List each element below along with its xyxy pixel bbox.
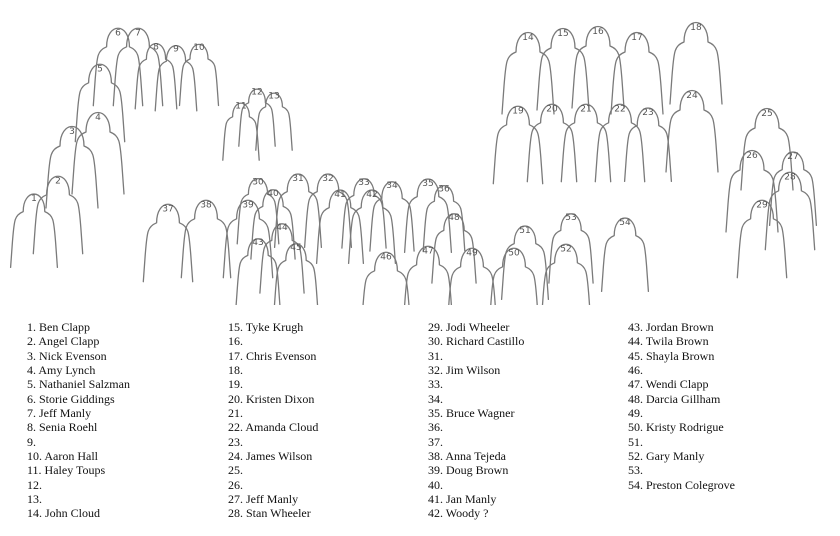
legend-entry: 19. — [228, 377, 243, 392]
legend-entry: 13. — [27, 492, 42, 507]
person-figure — [561, 104, 610, 181]
legend-entry: 17. Chris Evenson — [228, 348, 317, 363]
person-figure — [527, 104, 576, 181]
figure-number: 45 — [290, 243, 302, 254]
legend-entry: 52. Gary Manly — [628, 449, 705, 464]
figure-number: 29 — [756, 200, 768, 211]
figure-number: 13 — [268, 91, 280, 102]
legend-entry: 51. — [628, 434, 643, 449]
person-figure — [223, 101, 259, 160]
legend-entry: 38. Anna Tejeda — [428, 449, 506, 464]
legend-entry: 15. Tyke Krugh — [228, 320, 304, 334]
figure-outline — [666, 91, 718, 173]
figure-number: 51 — [519, 225, 531, 236]
legend-entry: 47. Wendi Clapp — [628, 377, 709, 392]
legend-entry: 24. James Wilson — [228, 449, 313, 464]
legend-entry: 32. Jim Wilson — [428, 363, 501, 378]
legend-entry: 33. — [428, 377, 443, 392]
figure-number: 2 — [55, 176, 61, 187]
legend-entry: 48. Darcia Gillham — [628, 391, 721, 406]
person-figure — [666, 91, 718, 173]
figure-outline — [72, 113, 124, 195]
legend-entry: 29. Jodi Wheeler — [428, 320, 510, 334]
figure-number: 41 — [334, 189, 346, 200]
figure-number: 5 — [97, 64, 103, 75]
figure-number: 21 — [580, 104, 592, 115]
legend-entry: 26. — [228, 477, 243, 492]
legend-entry: 16. — [228, 334, 243, 349]
person-figure — [275, 174, 322, 248]
name-legend — [0, 320, 840, 530]
person-figure — [489, 248, 538, 305]
figure-outline — [33, 176, 82, 253]
legend-entry: 54. Preston Colegrove — [628, 477, 735, 492]
figure-number: 35 — [422, 178, 434, 189]
legend-entry: 12. — [27, 477, 42, 492]
legend-entry: 46. — [628, 363, 643, 378]
figure-number: 28 — [784, 172, 796, 183]
figure-outline — [317, 190, 364, 263]
legend-entry: 35. Bruce Wagner — [428, 406, 515, 421]
person-figure — [75, 64, 124, 141]
figure-outline — [527, 104, 576, 181]
legend-entry: 7. Jeff Manly — [27, 406, 92, 421]
figure-number: 31 — [292, 173, 304, 184]
legend-entry: 27. Jeff Manly — [228, 492, 299, 507]
legend-entry: 14. John Cloud — [27, 506, 101, 521]
figure-number: 23 — [642, 107, 654, 118]
person-figure — [502, 33, 554, 115]
figure-number: 48 — [448, 213, 460, 224]
legend-entry: 39. Doug Brown — [428, 463, 509, 478]
figure-number: 30 — [252, 177, 264, 188]
legend-entry: 5. Nathaniel Salzman — [27, 377, 130, 392]
figure-number: 54 — [619, 217, 631, 228]
legend-column-4 — [628, 320, 735, 492]
figure-outline — [737, 200, 786, 277]
person-figure — [611, 33, 663, 115]
legend-entry: 23. — [228, 434, 243, 449]
legend-entry: 37. — [428, 434, 443, 449]
legend-entry: 3. Nick Evenson — [27, 348, 107, 363]
figure-number: 9 — [173, 44, 179, 55]
figure-number: 6 — [115, 28, 121, 39]
figure-outline — [180, 44, 219, 105]
person-figure — [361, 252, 410, 305]
figure-number: 42 — [366, 189, 378, 200]
legend-entry: 43. Jordan Brown — [628, 320, 714, 334]
person-figure — [317, 190, 364, 264]
person-figure — [595, 104, 644, 181]
figure-number: 27 — [787, 151, 799, 162]
figure-number: 17 — [631, 33, 643, 43]
legend-entry: 50. Kristy Rodrigue — [628, 420, 724, 435]
person-figure — [260, 223, 304, 293]
figure-number: 40 — [267, 189, 279, 200]
figure-number: 26 — [746, 151, 758, 161]
figure-number: 44 — [276, 223, 288, 234]
figure-outline — [260, 224, 304, 293]
figure-number: 10 — [193, 43, 205, 53]
legend-entry: 36. — [428, 420, 443, 435]
figure-outline — [11, 194, 58, 267]
figure-number: 32 — [322, 173, 334, 184]
figure-number: 3 — [69, 127, 75, 137]
legend-column-3 — [428, 320, 524, 521]
legend-entry: 22. Amanda Cloud — [228, 420, 319, 435]
figure-number: 11 — [235, 101, 247, 112]
person-figure — [493, 106, 542, 183]
legend-entry: 8. Senia Roehl — [27, 420, 98, 435]
figure-outline — [143, 204, 192, 281]
person-figure — [72, 113, 124, 195]
person-figure — [572, 27, 624, 109]
figure-number: 24 — [686, 91, 698, 101]
legend-entry: 30. Richard Castillo — [428, 334, 525, 349]
figure-number: 49 — [466, 248, 478, 259]
figure-outline — [236, 239, 280, 305]
figure-number: 47 — [422, 246, 434, 257]
legend-column-2 — [228, 320, 318, 521]
figure-number: 36 — [438, 184, 450, 195]
legend-entry: 41. Jan Manly — [428, 492, 497, 507]
figure-number: 1 — [31, 193, 37, 204]
figure-number: 19 — [512, 106, 524, 117]
legend-entry: 21. — [228, 406, 243, 421]
figure-number: 25 — [761, 109, 773, 119]
person-figure — [537, 29, 589, 111]
figure-outline — [602, 218, 649, 291]
figure-outline — [502, 33, 554, 115]
legend-entry: 34. — [428, 391, 443, 406]
person-figure — [737, 200, 786, 277]
person-figure — [256, 91, 292, 150]
person-figure — [447, 248, 496, 305]
figure-number: 53 — [565, 213, 577, 224]
person-figure — [33, 176, 82, 253]
figure-number: 37 — [162, 204, 174, 215]
person-figure — [143, 204, 192, 281]
figure-outline — [572, 27, 624, 109]
legend-entry: 4. Amy Lynch — [27, 363, 96, 378]
legend-entry: 49. — [628, 406, 643, 421]
legend-entry: 42. Woody ? — [428, 506, 489, 521]
person-figure — [11, 194, 58, 268]
figure-outline — [223, 200, 272, 277]
figure-number: 8 — [153, 42, 159, 53]
legend-entry: 18. — [228, 363, 243, 378]
figure-number: 7 — [135, 28, 141, 39]
figure-number: 34 — [386, 181, 398, 192]
legend-entry: 9. — [27, 434, 36, 449]
figure-number: 43 — [252, 238, 264, 249]
person-figure — [180, 43, 219, 106]
figure-outline — [75, 64, 124, 141]
person-figure — [236, 238, 280, 305]
figure-number: 52 — [560, 244, 572, 255]
legend-entry: 31. — [428, 348, 443, 363]
figure-number: 18 — [690, 23, 702, 33]
figure-outline — [275, 174, 322, 247]
figure-number: 16 — [592, 27, 604, 37]
person-figure — [223, 200, 272, 277]
legend-entry: 1. Ben Clapp — [27, 320, 90, 334]
figure-number: 22 — [614, 104, 626, 115]
legend-column-1 — [27, 320, 130, 521]
person-figure — [602, 218, 649, 292]
figure-number: 38 — [200, 200, 212, 211]
legend-entry: 20. Kristen Dixon — [228, 391, 315, 406]
legend-entry: 44. Twila Brown — [628, 334, 709, 349]
figure-number: 12 — [251, 87, 263, 98]
figure-outline — [493, 106, 542, 183]
figure-outline — [595, 104, 644, 181]
legend-entry: 10. Aaron Hall — [27, 449, 98, 464]
legend-entry: 25. — [228, 463, 243, 478]
legend-entry: 45. Shayla Brown — [628, 348, 715, 363]
legend-entry: 6. Storie Giddings — [27, 391, 115, 406]
figure-number: 15 — [557, 29, 569, 39]
figure-number: 50 — [508, 248, 520, 259]
figure-outline — [537, 29, 589, 111]
legend-entry: 28. Stan Wheeler — [228, 506, 311, 521]
person-figure — [403, 246, 452, 305]
figure-outline — [561, 104, 610, 181]
figure-number: 46 — [380, 252, 392, 263]
figure-outline — [223, 103, 259, 160]
figure-number: 4 — [95, 113, 101, 123]
figure-number: 39 — [242, 200, 254, 211]
person-figure — [274, 243, 318, 305]
legend-entry: 40. — [428, 477, 443, 492]
legend-entry: 2. Angel Clapp — [27, 334, 100, 349]
figure-number: 14 — [522, 33, 534, 43]
legend-entry: 11. Haley Toups — [27, 463, 106, 478]
legend-entry: 53. — [628, 463, 643, 478]
figure-number: 20 — [546, 104, 558, 115]
figure-outline — [611, 33, 663, 115]
figure-number: 33 — [358, 178, 370, 189]
